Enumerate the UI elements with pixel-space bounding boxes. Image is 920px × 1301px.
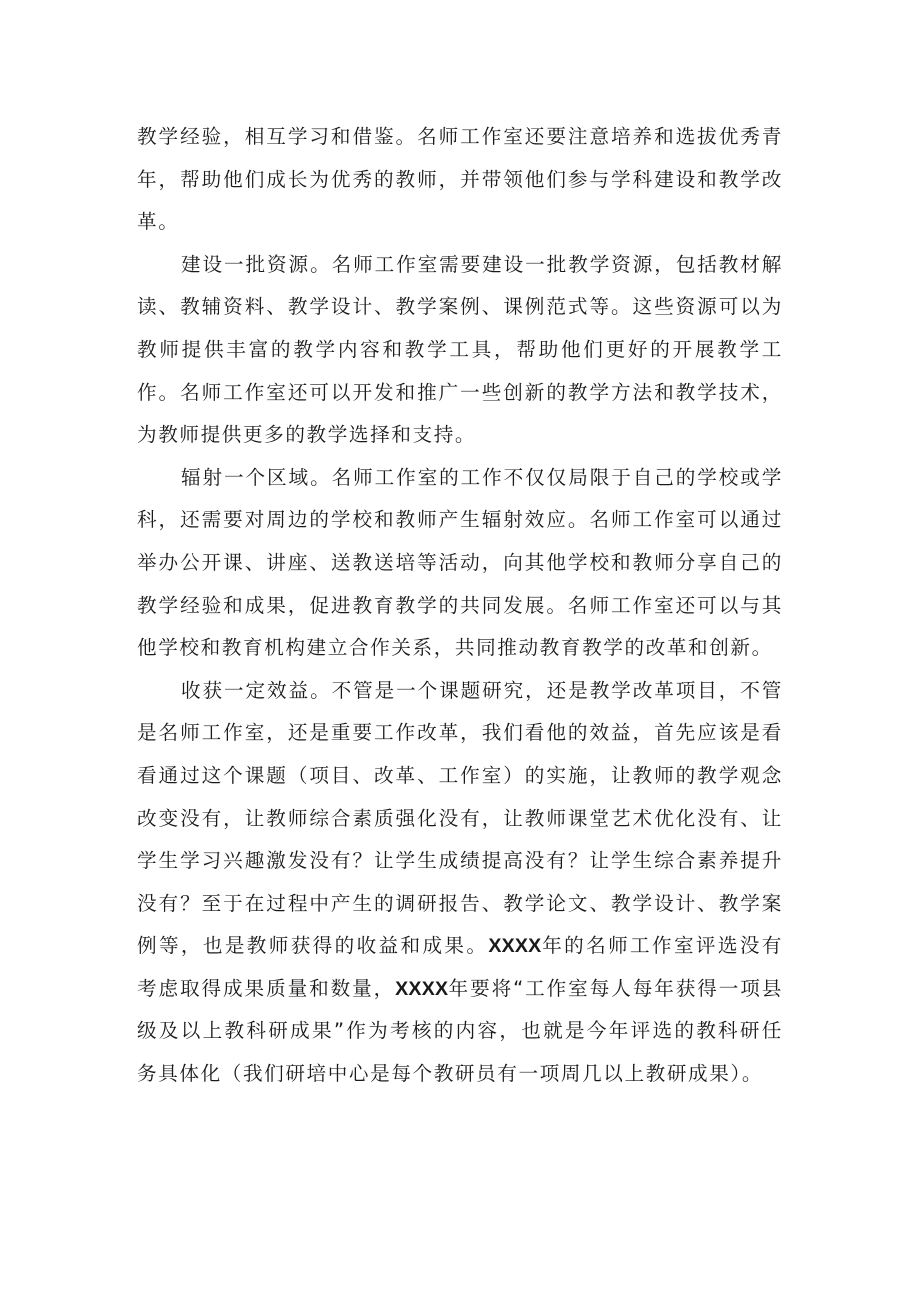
paragraph-teaching-experience <box>137 116 783 244</box>
paragraph-text: 建设一批资源。名师工作室需要建设一批教学资源，包括教材解读、教辅资料、教学设计、教学案例、课例范式等。这些资源可以为教师提供丰富的教学内容和教学工具，帮助他们更好的开展教学工作。名师工作室还可以开发和推广一些创新的教学方法和教学技术，为教师提供更多的教学选择和支持。 <box>137 252 783 447</box>
year-placeholder: XXXX <box>488 935 542 958</box>
year-placeholder: XXXX <box>395 977 449 1000</box>
paragraph-radiate-region <box>137 457 783 670</box>
paragraph-text: 辐射一个区域。名师工作室的工作不仅仅局限于自己的学校或学科，还需要对周边的学校和教师产生辐射效应。名师工作室可以通过举办公开课、讲座、送教送培等活动，向其他学校和教师分享自己的教学经验和成果，促进教育教学的共同发展。名师工作室还可以与其他学校和教育机构建立合作关系，共同推动教育教学的改革和创新。 <box>137 465 783 660</box>
paragraph-text: 教学经验，相互学习和借鉴。名师工作室还要注意培养和选拔优秀青年，帮助他们成长为优秀的教师，并带领他们参与学科建设和教学改革。 <box>137 125 783 234</box>
paragraph-gain-benefits <box>137 670 783 1096</box>
paragraph-text: 收获一定效益。不管是一个课题研究，还是教学改革项目，不管是名师工作室，还是重要工作改革，我们看他的效益，首先应该是看看通过这个课题（项目、改革、工作室）的实施，让教师的教学观念改变没有，让教师综合素质强化没有，让教师课堂艺术优化没有、让学生学习兴趣激发没有？让学生成绩提高没有？让学生综合素养提升没有？至于在过程中产生的调研报告、教学论文、教学设计、教学案例等，也是教师获得的收益和成果。 <box>137 678 783 958</box>
document-body <box>137 116 783 1096</box>
paragraph-text: 年的名师工作室评选没有考虑取得成果质量和数量， <box>137 934 783 1000</box>
paragraph-text: 年要将“工作室每人每年获得一项县级及以上教科研成果”作为考核的内容，也就是今年评选的教科研任务具体化（我们研培中心是每个教研员有一项周几以上教研成果）。 <box>137 976 783 1086</box>
paragraph-build-resources <box>137 244 783 457</box>
